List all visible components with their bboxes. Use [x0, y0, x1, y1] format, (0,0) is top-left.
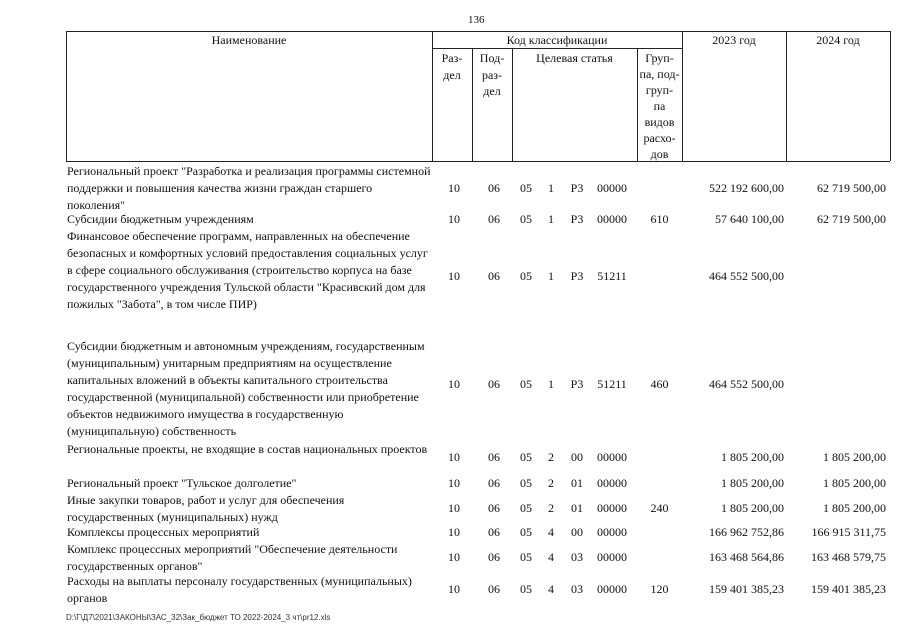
row-name: Комплексы процессных мероприятий [67, 525, 260, 539]
row-code-a: 05 [520, 525, 532, 539]
row-code-a: 05 [520, 212, 532, 226]
row-code-pr: 06 [488, 501, 500, 515]
row-code-b: 2 [548, 501, 554, 515]
header-razdel: Раз- дел [441, 51, 463, 82]
row-code-vr: 610 [650, 212, 669, 226]
row-code-pr: 06 [488, 212, 500, 226]
header-tselevaya: Целевая статья [536, 51, 613, 65]
row-code-rz: 10 [448, 212, 460, 226]
row-code-rz: 10 [448, 550, 460, 564]
table-header [66, 31, 890, 161]
header-year-2024: 2024 год [816, 33, 860, 47]
row-code-b: 4 [548, 550, 554, 564]
row-code-d: 00000 [597, 525, 627, 539]
row-code-rz: 10 [448, 269, 460, 283]
row-code-c: 00 [571, 450, 583, 464]
row-amount-2024: 62 719 500,00 [817, 212, 886, 226]
row-code-c: 01 [571, 476, 583, 490]
row-code-rz: 10 [448, 525, 460, 539]
header-podrazdel: Под- раз- дел [479, 51, 505, 98]
row-amount-2023: 1 805 200,00 [721, 476, 784, 490]
row-code-b: 2 [548, 476, 554, 490]
header-year-2023: 2023 год [712, 33, 756, 47]
row-code-c: Р3 [570, 212, 584, 226]
row-code-a: 05 [520, 582, 532, 596]
row-code-vr: 120 [650, 582, 669, 596]
row-name: Комплекс процессных мероприятий "Обеспечение деятельности государственных органов" [67, 542, 398, 573]
row-name: Региональный проект "Тульское долголетие" [67, 476, 297, 490]
table-row [0, 441, 905, 475]
row-code-pr: 06 [488, 550, 500, 564]
row-code-c: 03 [571, 582, 583, 596]
row-code-d: 00000 [597, 450, 627, 464]
table-row [0, 338, 905, 438]
row-amount-2023: 1 805 200,00 [721, 501, 784, 515]
table-row [0, 492, 905, 526]
row-code-pr: 06 [488, 525, 500, 539]
row-amount-2023: 522 192 600,00 [709, 181, 784, 195]
row-name: Иные закупки товаров, работ и услуг для обеспечения государственных (муниципальных) нужд [67, 493, 345, 524]
row-code-a: 05 [520, 550, 532, 564]
row-code-pr: 06 [488, 476, 500, 490]
row-amount-2023: 159 401 385,23 [709, 582, 784, 596]
row-code-d: 00000 [597, 181, 627, 195]
row-code-c: Р3 [570, 181, 584, 195]
row-code-a: 05 [520, 269, 532, 283]
row-code-c: Р3 [570, 269, 584, 283]
row-amount-2024: 1 805 200,00 [823, 501, 886, 515]
row-amount-2024: 163 468 579,75 [811, 550, 886, 564]
row-code-pr: 06 [488, 377, 500, 391]
row-code-pr: 06 [488, 269, 500, 283]
page-number: 136 [468, 14, 485, 26]
row-amount-2023: 57 640 100,00 [715, 212, 784, 226]
row-code-rz: 10 [448, 501, 460, 515]
row-name: Субсидии бюджетным учреждениям [67, 212, 254, 226]
table-row [0, 228, 905, 326]
row-code-c: 00 [571, 525, 583, 539]
row-name: Финансовое обеспечение программ, направленных на обеспечение безопасных и комфортных условий предоставления социальных услуг в сфере социального обслуживания (строительство корпуса на базе государственного учреждения Тульской области "Красивский дом для пожилых "Забота", в том числе ПИР) [67, 229, 428, 311]
row-code-b: 1 [548, 212, 554, 226]
row-code-d: 00000 [597, 212, 627, 226]
row-code-vr: 240 [650, 501, 669, 515]
row-code-rz: 10 [448, 450, 460, 464]
row-code-pr: 06 [488, 450, 500, 464]
row-code-a: 05 [520, 476, 532, 490]
row-name: Региональный проект "Разработка и реализация программы системной поддержки и повышения качества жизни граждан старшего поколения" [67, 164, 431, 212]
row-code-b: 4 [548, 525, 554, 539]
row-code-b: 1 [548, 269, 554, 283]
table-row [0, 541, 905, 575]
row-code-rz: 10 [448, 377, 460, 391]
row-code-d: 51211 [597, 269, 627, 283]
row-code-rz: 10 [448, 476, 460, 490]
row-code-b: 4 [548, 582, 554, 596]
table-row [0, 475, 905, 492]
row-amount-2023: 166 962 752,86 [709, 525, 784, 539]
table-row [0, 163, 905, 214]
row-amount-2024: 1 805 200,00 [823, 450, 886, 464]
row-code-b: 1 [548, 377, 554, 391]
row-amount-2023: 464 552 500,00 [709, 269, 784, 283]
row-code-pr: 06 [488, 181, 500, 195]
row-code-rz: 10 [448, 181, 460, 195]
row-code-d: 00000 [597, 476, 627, 490]
row-code-a: 05 [520, 377, 532, 391]
file-path-footer: D:\Г\Д7\2021\ЗАКОНЫ\ЗАС_32\Зак_бюджет ТО 2022-2024_3 чт\pr12.xls [66, 613, 331, 622]
row-name: Расходы на выплаты персоналу государственных (муниципальных) органов [67, 574, 412, 605]
row-amount-2023: 163 468 564,86 [709, 550, 784, 564]
header-gruppa: Груп- па, под- груп- па видов расхо- дов [639, 51, 680, 161]
row-code-a: 05 [520, 501, 532, 515]
row-amount-2024: 159 401 385,23 [811, 582, 886, 596]
row-amount-2023: 1 805 200,00 [721, 450, 784, 464]
row-name: Региональные проекты, не входящие в состав национальных проектов [67, 442, 428, 456]
row-code-c: 03 [571, 550, 583, 564]
table-row [0, 211, 905, 228]
row-code-a: 05 [520, 181, 532, 195]
row-code-d: 00000 [597, 550, 627, 564]
row-code-b: 2 [548, 450, 554, 464]
row-amount-2024: 1 805 200,00 [823, 476, 886, 490]
row-code-a: 05 [520, 450, 532, 464]
table-row [0, 573, 905, 607]
row-code-d: 00000 [597, 501, 627, 515]
row-code-d: 51211 [597, 377, 627, 391]
row-code-b: 1 [548, 181, 554, 195]
header-name: Наименование [211, 33, 287, 47]
row-amount-2024: 62 719 500,00 [817, 181, 886, 195]
header-code: Код классификации [506, 33, 608, 47]
row-amount-2024: 166 915 311,75 [811, 525, 886, 539]
row-code-rz: 10 [448, 582, 460, 596]
row-amount-2023: 464 552 500,00 [709, 377, 784, 391]
row-code-vr: 460 [650, 377, 669, 391]
row-code-c: Р3 [570, 377, 584, 391]
table-row [0, 524, 905, 541]
row-code-d: 00000 [597, 582, 627, 596]
row-code-c: 01 [571, 501, 583, 515]
row-name: Субсидии бюджетным и автономным учреждениям, государственным (муниципальным) унитарным предприятиям на осуществление капитальных вложений в объекты капитального строительства государственной (муниципальной) собственности или приобретение объектов недвижимого имущества в государственную (муниципальную) собственность [67, 339, 425, 438]
row-code-pr: 06 [488, 582, 500, 596]
